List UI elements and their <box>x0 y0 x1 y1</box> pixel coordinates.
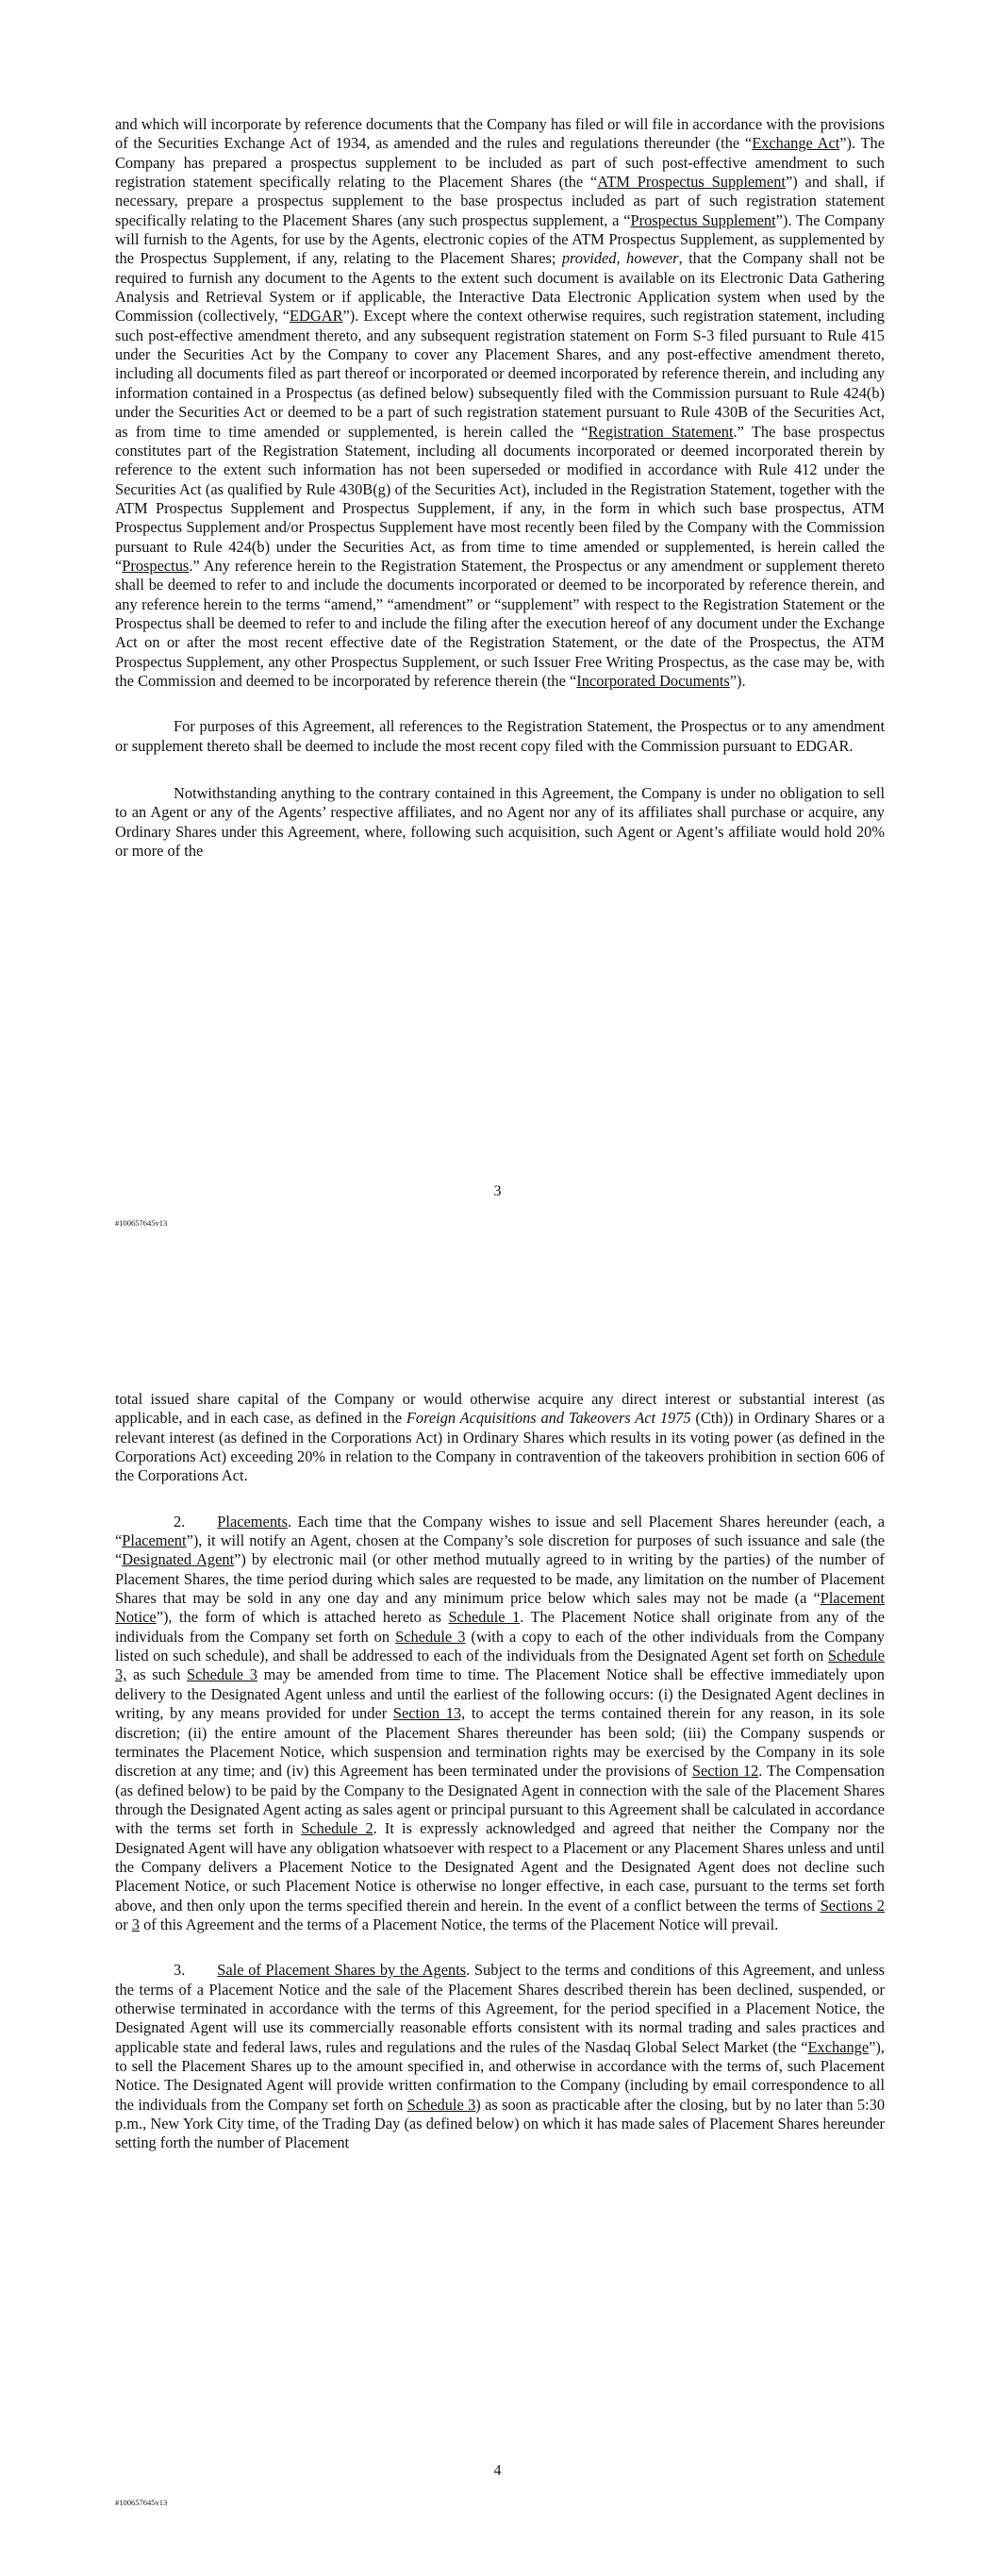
page-4-body <box>115 1390 885 2153</box>
no-obligation-paragraph: Notwithstanding anything to the contrary contained in this Agreement, the Company is under no obligation to sell to an Agent or any of the Agents’ respective affiliates, and no Agent nor any of its affiliates shall purchase or acquire, any Ordinary Shares under this Agreement, where, following such acquisition, such Agent or Agent’s affiliate would hold 20% or more of the <box>115 784 885 861</box>
page-number: 4 <box>493 2463 502 2479</box>
section-3-sale-of-placement-shares: 3. Sale of Placement Shares by the Agents. Subject to the terms and conditions of this Agreement, and unless the terms of a Placement Notice and the sale of the Placement Shares described therein has been declined, suspended, or otherwise terminated in accordance with the terms of this Agreement, for the period specified in a Placement Notice, the Designated Agent will use its commercially reasonable efforts consistent with its normal trading and sales practices and applicable state and federal laws, rules and regulations and the rules of the Nasdaq Global Select Market (the “Exchange”), to sell the Placement Shares up to the amount specified in, and otherwise in accordance with the terms of, such Placement Notice. The Designated Agent will provide written confirmation to the Company (including by email correspondence to all the individuals from the Company set forth on Schedule 3) as soon as practicable after the closing, but by no later than 5:30 p.m., New York City time, of the Trading Day (as defined below) on which it has made sales of Placement Shares hereunder setting forth the number of Placement <box>115 1961 886 2152</box>
registration-statement-paragraph: and which will incorporate by reference documents that the Company has filed or will file in accordance with the provisions of the Securities Exchange Act of 1934, as amended and the rules and regulations thereunder (the “Exchange Act”). The Company has prepared a prospectus supplement to be included as part of such post-effective amendment to such registration statement specifically relating to the Placement Shares (the “ATM Prospectus Supplement”) and shall, if necessary, prepare a prospectus supplement to the base prospectus included as part of such registration statement specifically relating to the Placement Shares (any such prospectus supplement, a “Prospectus Supplement”). The Company will furnish to the Agents, for use by the Agents, electronic copies of the ATM Prospectus Supplement, as supplemented by the Prospectus Supplement, if any, relating to the Placement Shares; provided, however, that the Company shall not be required to furnish any document to the Agents to the extent such document is available on its Electronic Data Gathering Analysis and Retrieval System or if applicable, the Interactive Data Electronic Application system when used by the Commission (collectively, “EDGAR”). Except where the context otherwise requires, such registration statement, including such post-effective amendment thereto, and any subsequent registration statement on Form S-3 filed pursuant to Rule 415 under the Securities Act by the Company to cover any Placement Shares, and any post-effective amendment thereto, including all documents filed as part thereof or incorporated or deemed incorporated by reference therein, and including any information contained in a Prospectus (as defined below) subsequently filed with the Commission pursuant to Rule 424(b) under the Securities Act or deemed to be a part of such registration statement pursuant to Rule 430B of the Securities Act, as from time to time amended or supplemented, is herein called the “Registration Statement.” The base prospectus constitutes part of the Registration Statement, including all documents incorporated or deemed incorporated therein by reference to the extent such information has not been superseded or modified in accordance with Rule 412 under the Securities Act (as qualified by Rule 430B(g) of the Securities Act), included in the Registration Statement, together with the ATM Prospectus Supplement and Prospectus Supplement, if any, in the form in which such base prospectus, ATM Prospectus Supplement and/or Prospectus Supplement have most recently been filed by the Company with the Commission pursuant to Rule 424(b) under the Securities Act, as from time to time amended or supplemented, is herein called the “Prospectus.” Any reference herein to the Registration Statement, the Prospectus or any amendment or supplement thereto shall be deemed to refer to and include the documents incorporated or deemed to be incorporated by reference therein, and any reference herein to the terms “amend,” “amendment” or “supplement” with respect to the Registration Statement or the Prospectus shall be deemed to refer to and include the filing after the execution hereof of any document under the Exchange Act on or after the most recent effective date of the Registration Statement, or the date of the Prospectus, the ATM Prospectus Supplement, any other Prospectus Supplement, or such Issuer Free Writing Prospectus, as the case may be, with the Commission and deemed to be incorporated by reference therein (the “Incorporated Documents”). <box>115 115 886 690</box>
section-3-heading: Sale of Placement Shares by the Agents <box>217 1961 467 1980</box>
section-2-number: 2. <box>174 1512 186 1531</box>
share-capital-paragraph: total issued share capital of the Company or would otherwise acquire any direct interest or substantial interest (as applicable, and in each case, as defined in the Foreign Acquisitions and Takeovers Act 1975 (Cth)) in Ordinary Shares or a relevant interest (as defined in the Corporations Act) in Ordinary Shares which results in its voting power (as defined in the Corporations Act) exceeding 20% in relation to the Company in contravention of the takeovers prohibition in section 606 of the Corporations Act. <box>115 1390 886 1485</box>
document-id: #100657645v13 <box>115 2498 168 2507</box>
section-3-number: 3. <box>174 1961 186 1980</box>
page-4 <box>0 1321 995 2576</box>
section-2-heading: Placements <box>217 1512 288 1531</box>
section-2-placements: 2. Placements. Each time that the Company wishes to issue and sell Placement Shares hereunder (each, a “Placement”), it will notify an Agent, chosen at the Company’s sole discretion for purposes of such issuance and sale (the “Designated Agent”) by electronic mail (or other method mutually agreed to in writing by the parties) of the number of Placement Shares, the time period during which sales are requested to be made, any limitation on the number of Placement Shares that may be sold in any one day and any minimum price below which sales may not be made (a “Placement Notice”), the form of which is attached hereto as Schedule 1. The Placement Notice shall originate from any of the individuals from the Company set forth on Schedule 3 (with a copy to each of the other individuals from the Company listed on such schedule), and shall be addressed to each of the individuals from the Designated Agent set forth on Schedule 3, as such Schedule 3 may be amended from time to time. The Placement Notice shall be effective immediately upon delivery to the Designated Agent unless and until the earliest of the following occurs: (i) the Designated Agent declines in writing, by any means provided for under Section 13, to accept the terms contained therein for any reason, in its sole discretion; (ii) the entire amount of the Placement Shares thereunder has been sold; (iii) the Company suspends or terminates the Placement Notice, which suspension and termination rights may be exercised by the Company in its sole discretion at any time; and (iv) this Agreement has been terminated under the provisions of Section 12. The Compensation (as defined below) to be paid by the Company to the Designated Agent in connection with the sale of the Placement Shares through the Designated Agent acting as sales agent or principal pursuant to this Agreement shall be calculated in accordance with the terms set forth in Schedule 2. It is expressly acknowledged and agreed that neither the Company nor the Designated Agent will have any obligation whatsoever with respect to a Placement or any Placement Shares unless and until the Company delivers a Placement Notice to the Designated Agent and the Designated Agent does not decline such Placement Notice, or such Placement Notice is otherwise no longer effective, in each case, pursuant to the terms set forth above, and then only upon the terms specified therein and herein. In the event of a conflict between the terms of Sections 2 or 3 of this Agreement and the terms of a Placement Notice, the terms of the Placement Notice will prevail. <box>115 1512 886 1933</box>
document-id: #100657645v13 <box>115 1218 168 1228</box>
page-number: 3 <box>493 1183 502 1199</box>
edgar-references-paragraph: For purposes of this Agreement, all references to the Registration Statement, the Prospectus or to any amendment or supplement thereto shall be deemed to include the most recent copy filed with the Commission pursuant to EDGAR. <box>115 717 885 755</box>
page-3-body <box>115 115 885 861</box>
